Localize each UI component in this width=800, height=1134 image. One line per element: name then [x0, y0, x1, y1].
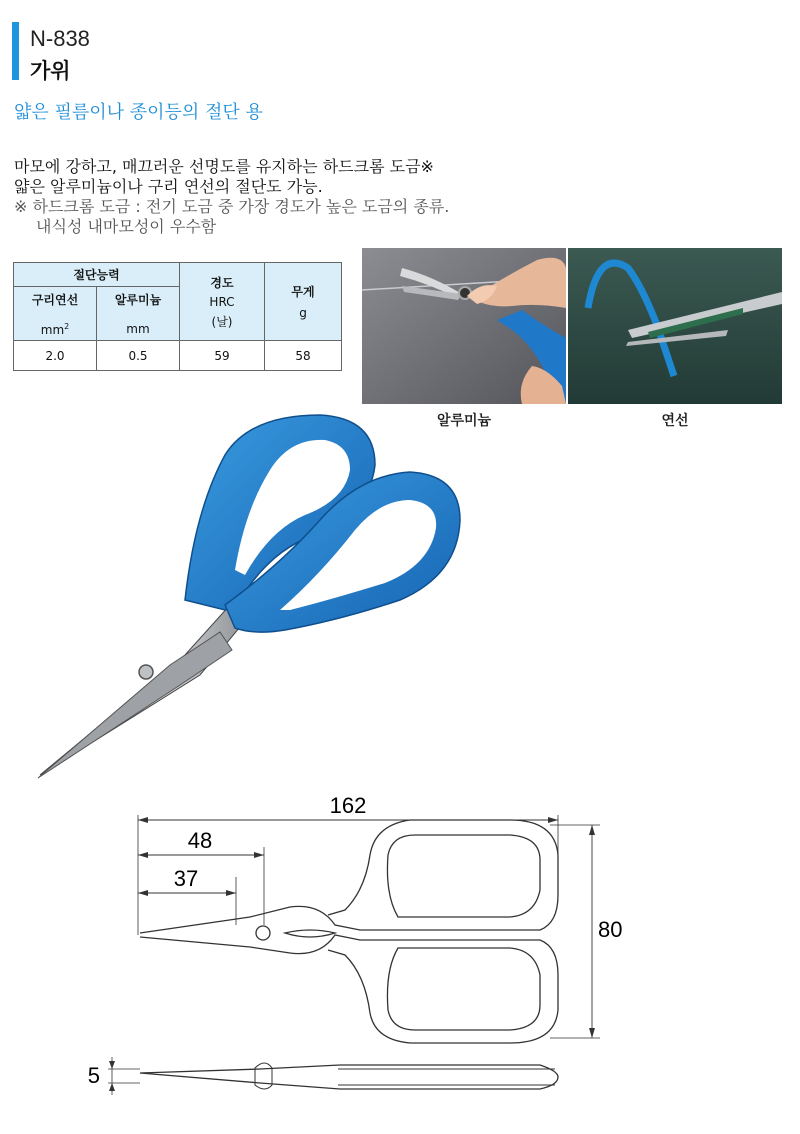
dim-162-label: 162	[329, 793, 367, 818]
dim-80-label: 80	[598, 917, 623, 942]
copper-wire-header	[14, 287, 97, 341]
hardness-label: 경도	[210, 275, 234, 290]
desc-note-2: 내식성 내마모성이 우수함	[36, 217, 217, 236]
hardness-note: (날)	[211, 314, 233, 329]
desc-line-2: 얇은 알루미늄이나 구리 연선의 절단도 가능.	[14, 177, 323, 196]
aluminum-label: 알루미늄	[114, 293, 162, 307]
spec-table	[13, 262, 342, 371]
copper-value: 2.0	[14, 341, 97, 371]
weight-label: 무게	[291, 285, 315, 299]
caption-wire: 연선	[661, 413, 689, 429]
copper-unit: $mm^2$	[40, 321, 70, 337]
photo-aluminum-cutting	[362, 248, 566, 404]
hardness-header	[180, 263, 265, 341]
photo-wire-cutting	[568, 248, 782, 404]
weight-unit: g	[299, 306, 307, 320]
accent-bar	[12, 22, 19, 80]
aluminum-unit: mm	[126, 322, 150, 336]
product-subtitle: 얇은 필름이나 종이등의 절단 용	[14, 102, 263, 123]
dim-48-label: 48	[187, 828, 213, 853]
dim-5-label: 5	[87, 1063, 100, 1088]
dim-37-label: 37	[173, 866, 199, 891]
hardness-unit: HRC	[209, 294, 235, 309]
table-row	[14, 341, 342, 371]
desc-line-1: 마모에 강하고, 매끄러운 선명도를 유지하는 하드크롬 도금※	[14, 157, 434, 176]
caption-aluminum: 알루미늄	[436, 413, 492, 429]
dimension-drawing	[80, 785, 640, 1119]
weight-header	[265, 263, 342, 341]
hardness-value: 59	[180, 341, 265, 371]
cutting-capacity-header: 절단능력	[14, 263, 180, 287]
model-number: N-838	[30, 26, 90, 51]
weight-value: 58	[265, 341, 342, 371]
product-name: 가위	[30, 59, 71, 83]
scissors-product-image	[20, 400, 500, 789]
description	[14, 157, 449, 237]
aluminum-header	[97, 287, 180, 341]
copper-label: 구리연선	[31, 292, 79, 307]
aluminum-value: 0.5	[97, 341, 180, 371]
desc-note-1: ※ 하드크롬 도금 : 전기 도금 중 가장 경도가 높은 도금의 종류.	[14, 197, 450, 216]
